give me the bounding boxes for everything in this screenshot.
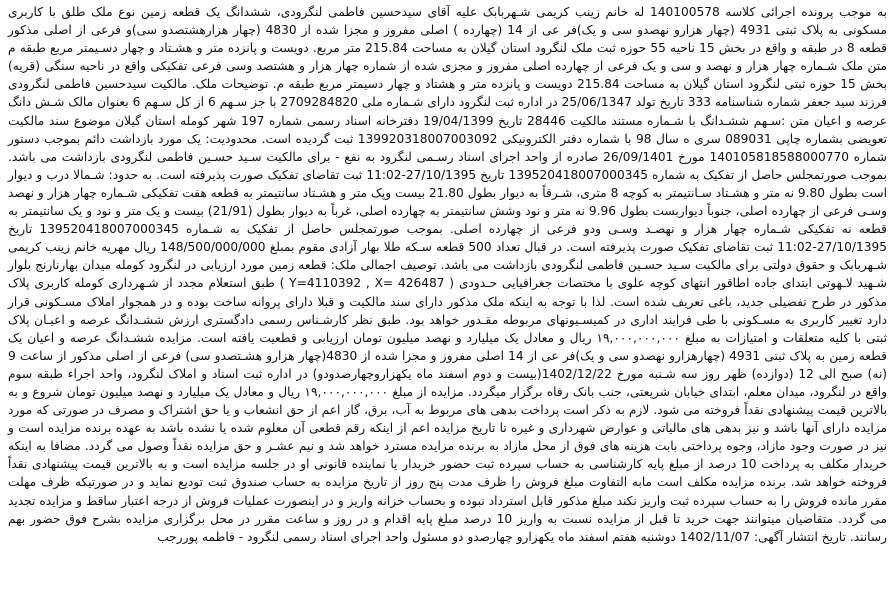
auction-notice-text: به موجب پرونده اجرائی کلاسه 140100578 له خانم زینب کریمی شـهربابک علیه آقای سیدحسین فاطمی لنگرودی، ششدانگ یک قطعه زمین نوع ملک طلق با کاربری مسکونی به پلاک ثبتی 4931 (چهار هزارو نهصدو سی و یک)فر عی از 14 (چهارده ) اصلی مفروز و مجزا شده از 4830 (چهار هزارهشتصدو سی)و فرعی از اصلی مذکور قطعه 8 در طبقه و واقع در بخش 15 ناحیه 55 حوزه ثبت ملک لنگرود استان گیلان به مساحت 215.84 متر مربع. دویست و پانزده متر و هشـتاد و چهار دسـیمتر مربع طبقه م متن ملک شـماره چهار هزار و نهصد و سی و یک فرعی از چهارده اصلی مفروز و مجزی شده از شماره چهار هزار و هشتصد وسی فرعی تفکیکی واقع در ناحیه سنگی (قریه) بخش 15 حوزه ثبتی لنگرود استان گیلان به مساحت 215.84 دویست و پانزده متر و هشتاد و چهار دسیمتر مربع طبقه م. توضیحات ملک. مالکیت سیدحسین فاطمی لنگرودی فرزند سید جعفر شماره شناسنامه 333 تاریخ تولد 25/06/1347 در اداره ثبت لنگرود دارای شـماره ملی 2709284820 با جز سـهم 6 از کل سـهم 6 بعنوان مالک شـش دانگ عرصه و اعیان متن :سـهم ششـدانگ با شـماره مستند مالکیت 28446 تاریخ 19/04/1399 دفترخانه اسناد رسمی شماره 197 شهر کومله استان گیلان موضوع سند مالکیت تعویضی بشماره چاپی 089031 سری ه سال 98 با شماره دفتر الکترونیکی 139920318007003092 ثبت گردیده است. محدودیت: یک مورد بازداشت دائم بموجب دستور شماره 140105818588000770 مورخ 26/09/1401 صادره از واحد اجرای اسناد رسـمی لنگرود به نفع - برای مالکیت سـید حسـین فاطمی لنگرودی بازداشت می باشد. بموجب صورتمجلس حاصل از تفکیک به شماره 139520418007000345 تاریخ 27/10/1395-11:02 ثبت تقاضای تفکیک صورت پذیرفته است. به حدود: شـمالا درب و دیوار است بطول 9.80 نه متر و هشـتاد سـانتیمتر به کوچه 8 متری، شـرقاً به دیوار بطول 21.80 بیست وپک متر و هشـتاد سانتیمتر به قطعه هفت تفکیکی شـماره چهار هزار و نهصد وسـی فرعی از چهارده اصلی، جنوباً دیواربست بطول 9.96 نه متر و نود وشش سانتیمتر به چهارده اصلی، غرباً به دیوار بطول (21/91) بیست و یک متر و نود و یک سانتیمتر به قطعه نه تفکیکی شـماره چهار هزار و نهصـد وسـی ودو فرعی از چهارده اصلی. بموجب صورتمجلس حاصل از تفکیک به شـماره 139520418007000345 تاریخ 27/10/1395-11:02 ثبت تقاضای تفکیک صورت پذیرفته است. در قبال تعداد 500 قطعه سـکه طلا بهار آزادی مقوم بمبلغ 148/500/000/000 ریال مهریه خانم زینب کریمی شـهربابک و حقوق دولتی برای مالکیت سـید حسـین فاطمی لنگرودی بازداشت می باشد. توصیف اجمالی ملک: قطعه زمین مورد ارزیابی در لنگرود کومله میدان بهارنارنج بلوار شـهید لاـهوتی ابتدای جاده اطاقور انتهای کوچه علوی با مختصات جغرافیایی حـدودی ( Y=4110392 , X= 426487 ) طبق استعلام مجدد از شـهرداری کومله کاربری پلاک مذکور در طرح تفضیلی جدید، باغی تعریف شده است. لذا با توجه به اینکه ملک مذکور دارای سند مالکیت و قبلا دارای پروانه ساخت بوده و در همجوار املاک مسـکونی قرار دارد تغییر کاربری به مسـکونی با طی فرایند اداری در کمیسـیونهای مربوطه مقـدور خواهد بود. طبق نظر کارشـناس رسمی دادگستری ارزش ششـدانگ عرصه و اعیـان پلاک ثبتی با کلیه متعلقات و امتیازات به مبلغ ۱۹,۰۰۰,۰۰۰,۰۰۰ ریال و معادل یک میلیارد و نهصد میلیون تومان ارزیابی و قطعیت یافته است. مزایده ششـدانگ عرصه و اعیان یک قطعه زمین به پلاک ثبتی 4931 (چهارهزارو نهصدو سی و یک)فر عی از 14 اصلی مفروز و مجزا شده از 4830(چهار هزارو هشـتصدو سی) فرعی از اصلی مذکور از ساعت 9 (نه) صبح الی 12 (دوازده) ظهر روز سه شـنبه مورخ 1402/12/22(بیست و دوم اسفند ماه یکهزاروچهارصدودو) در اداره ثبت اسناد و املاک لنگرود، واحد اجراء طبقه سوم واقع در لنگرود، میدان معلم، ابتدای خیابان شریعتی، جنب بانک رفاه برگزار میگردد. مزایده از مبلغ ۱۹,۰۰۰,۰۰۰,۰۰۰ ریال و معادل یک میلیارد و نهصد میلیون تومان شروع و به بالاترین قیمت پیشنهادی نقداً فروخته می شود. لازم به ذکر است پرداخت بدهی های مربوط به آب، برق، گاز اعم از حق انشعاب و یا حق اشتراک و مصرف در صورتی که مورد مزایده دارای آنها باشد و نیز بدهی های مالیاتی و عوارض شهرداری و غیره تا تاریخ مزایده اعم از اینکه رقم قطعی آن معلوم شده یا نشده باشد به عهده برنده مزایده است و نیز در صورت وجود مازاد، وجوه پرداختی بابت هزینه های فوق از محل مازاد به برنده مزایده مسترد خواهد شد و نیم عشـر و حق مزایده نقداً وصول می گردد. مضافا به اینکه خریدار مکلف به پرداخت 10 درصد از مبلغ پایه کارشناسی به حساب سپرده ثبت حضور خریدار یا نماینده قانونی او در جلسه مزایده است و به بالاترین قیمت پیشنهادی نقداً فروخته خواهد شد. برنده مزایده مکلف است مابه التفاوت مبلغ فروش را ظرف مدت پنج روز از تاریخ مزایده به حساب صندوق ثبت تودیع نماید و در صورتیکه ظرف مهلت مقرر مانده فروش را به حساب سپرده ثبت واریز نکند مبلغ مذکور قابل استرداد نبوده و بحساب خزانه واریز و در اینصورت عملیات فروش از درجه اعتبار ساقط و مزایده تجدید می گردد. متقاضیان میتوانند جهت خرید تا قبل از مزایده نسبت به واریز 10 درصد مبلغ پایه اقدام و در روز و ساعت مقرر در محل برگزاری مزایده بشرح فوق حضور بهم رسانند. تاریخ انتشار آگهی: 1402/11/07 دوشنبه هفتم اسفند ماه یکهزارو چهارصدو دو مسئول واحد اجرای اسناد رسمی لنگرود - فاطمه پوررجب (8, 5, 888, 544)
